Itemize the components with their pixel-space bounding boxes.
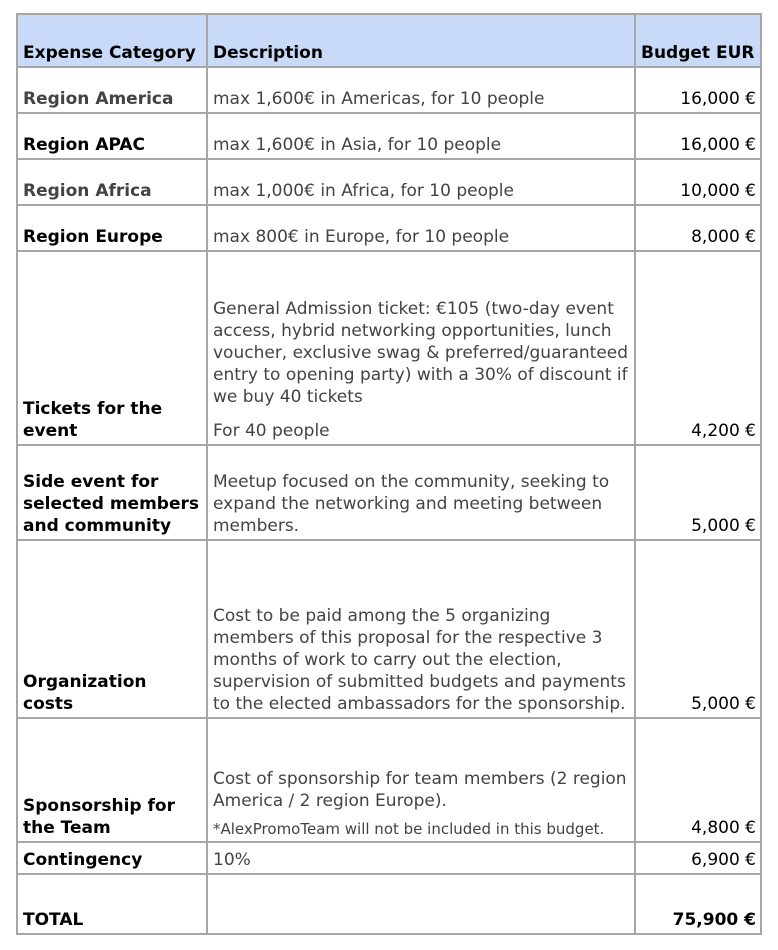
table-row [17,540,761,718]
row-amount: 6,900 € [635,842,761,874]
row-description-cell [207,251,635,445]
row-category: Region APAC [17,113,207,159]
row-category: Sponsorship for the Team [17,718,207,842]
budget-table [16,13,762,935]
row-description: Meetup focused on the community, seeking to expand the networking and meeting between members. [207,445,635,540]
row-category: Contingency [17,842,207,874]
row-footnote: *AlexPromoTeam will not be included in this budget. [213,820,605,838]
table-row [17,159,761,205]
table-row [17,251,761,445]
row-description-cell [207,718,635,842]
header-category: Expense Category [17,14,207,67]
total-amount: 75,900 € [635,874,761,934]
row-description: 10% [207,842,635,874]
row-amount: 5,000 € [635,540,761,718]
table-row [17,718,761,842]
table-row [17,445,761,540]
row-description: General Admission ticket: €105 (two-day event access, hybrid networking opportunities, lunch voucher, exclusive swag & preferred/guaranteed entry to opening party) with a 30% of discount if we buy 40 tickets [213,299,629,407]
row-description: max 800€ in Europe, for 10 people [207,205,635,251]
row-description: max 1,600€ in Asia, for 10 people [207,113,635,159]
total-row [17,874,761,934]
row-category: Side event for selected members and community [17,445,207,540]
table-header-row [17,14,761,67]
row-category: Region Africa [17,159,207,205]
row-category: Region America [17,67,207,113]
row-category: Organization costs [17,540,207,718]
header-description: Description [207,14,635,67]
row-amount: 5,000 € [635,445,761,540]
row-description: Cost to be paid among the 5 organizing members of this proposal for the respective 3 months of work to carry out the election, supervision of submitted budgets and payments to the elected ambassadors for the sponsorship. [207,540,635,718]
table-row [17,842,761,874]
total-description [207,874,635,934]
row-amount: 8,000 € [635,205,761,251]
header-budget: Budget EUR [635,14,761,67]
row-description: Cost of sponsorship for team members (2 region America / 2 region Europe). [213,769,627,811]
table-row [17,113,761,159]
row-description-quantity: For 40 people [213,421,330,441]
row-amount: 16,000 € [635,67,761,113]
row-amount: 4,200 € [635,251,761,445]
row-category: Tickets for the event [17,251,207,445]
total-label: TOTAL [17,874,207,934]
row-category: Region Europe [17,205,207,251]
table-row [17,67,761,113]
table-row [17,205,761,251]
row-amount: 10,000 € [635,159,761,205]
row-description: max 1,600€ in Americas, for 10 people [207,67,635,113]
row-amount: 16,000 € [635,113,761,159]
row-amount: 4,800 € [635,718,761,842]
row-description: max 1,000€ in Africa, for 10 people [207,159,635,205]
